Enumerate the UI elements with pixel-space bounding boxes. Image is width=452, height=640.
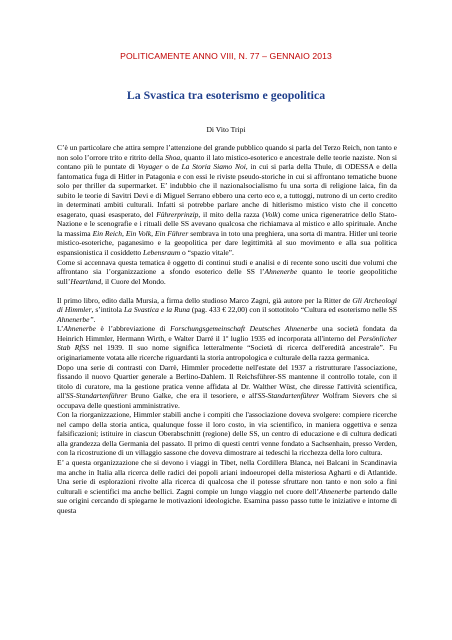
italic-text: Ahnenerbe xyxy=(63,324,96,334)
text-run: quanto le teorie geopolitiche sull’ xyxy=(57,267,397,286)
paragraph xyxy=(57,258,397,287)
italic-text: Ein Reich, Ein Volk, Ein Führer xyxy=(92,228,189,238)
paragraph xyxy=(57,324,397,362)
italic-text: Volk xyxy=(264,209,278,219)
paragraph xyxy=(57,143,397,258)
paragraph xyxy=(57,363,397,411)
text-run: , s’intitola xyxy=(91,305,124,315)
text-run: sembrava in toto una preghiera, una sorta di mantra. Hitler unì teorie mistico-esoteriche, paganesimo e la geopolitica per dare legittimità al suo movimento e alla sua politica espansionistica il cosiddetto xyxy=(57,228,397,258)
text-run: Il primo libro, edito dalla Mursia, a firma dello studioso Marco Zagni, già autore per la Ritter de xyxy=(57,295,353,305)
text-run: il Cuore del Mondo. xyxy=(103,276,166,286)
text-run: è l’abbreviazione di xyxy=(95,324,171,334)
text-run: L’ xyxy=(57,324,64,334)
italic-text: La Storia Siamo Noi xyxy=(181,162,246,172)
italic-text: Lebensraum xyxy=(143,248,181,258)
italic-text: Voyager xyxy=(137,162,163,172)
paragraph xyxy=(57,296,397,325)
italic-text: Heartland, xyxy=(70,276,104,286)
text-run: , in cui si parla della Thule, di ODESSA e della fantomatica fuga di Hitler in Patagonia e con essi le riviste pseudo-storiche in cui si affrontano tematiche buone solo per thriller da supermarket. E’ indubbio che il nazionalsocialismo fu una sorta di religione laica, fin da subito le teorie di Savitri Devi e di Miguel Serrano ebbero una certo eco e, a tuttoggi, nutrono di un certo credito in determinati ambiti culturali. Infatti si potrebbe parlare anche di hitlerismo mistico visto che il concetto esagerato, quasi esasperato, del xyxy=(57,162,397,219)
text-run: Wolfram Sievers che si occupava delle questioni amministrative. xyxy=(57,391,398,410)
text-run: Bruno Galke, che era il tesoriere, e all' xyxy=(127,391,258,401)
article-title: La Svastica tra esoterismo e geopolitica xyxy=(126,88,326,102)
italic-text: Ahnenerbe xyxy=(318,486,352,496)
paragraph xyxy=(57,410,397,458)
text-run: o de xyxy=(162,162,182,172)
text-run: , quanto il lato mistico-esoterico e ancestrale delle teorie naziste. Non si contano più le puntate di xyxy=(57,152,397,172)
journal-header: POLITICAMENTE ANNO VIII, N. 77 – GENNAIO 2013 xyxy=(120,51,332,61)
italic-text: Forschungsgemeinschaft Deutsches Ahnenerbe xyxy=(170,324,318,334)
italic-text: Ahnenerbe”. xyxy=(57,314,96,324)
author-byline: Di Vito Tripi xyxy=(206,125,246,134)
paragraph xyxy=(57,458,397,515)
text-run: una società fondata da Heinrich Himmler, Hermann Wirth, e Walter Darré il 1º luglio 1935 ed incorporata all'interno del xyxy=(57,324,397,343)
italic-text: Gli Archeologi di Himmler xyxy=(57,295,397,315)
italic-text: Führerprinzip xyxy=(156,209,199,219)
italic-text: Persönlicher Stab RfSS xyxy=(57,333,397,353)
text-run: partendo dalle sue origini cercando di spiegarne le motivazioni ideologiche. Esamina passo passo tutte le iniziative e intorne di questa xyxy=(57,486,397,515)
italic-text: Shoa xyxy=(165,152,181,162)
italic-text: SS-Standartenführer xyxy=(65,391,128,401)
text-run: Dopo una serie di contrasti con Darrè, Himmler procedette nell'estate del 1937 a ristrutturare l'associazione, fissando il nuovo Quartier generale a Berlino-Dahlem. Il Reichsführer-SS mantenne il controllo totale, con il titolo di curatore, ma la gestione pratica venne affidata al Dr. Walther Wüst, che diresse l'attività scientifica, all' xyxy=(57,362,397,401)
text-run: o “spazio vitale”. xyxy=(180,248,234,258)
italic-text: Ahnenerbe xyxy=(264,267,298,277)
text-run: Con la riorganizzazione, Himmler stabilì anche i compiti che l'associazione doveva svolgere: compiere ricerche nel campo della storia antica, qualunque fosse il loro costo, in via scientifico, in maniera oggettiva e senza falsificazioni; istituire in ciascun Oberabschnitt (regione) delle SS, un centro di educazione e di cultura dedicati alla grandezza della Germania del passato. Il primo di questi centri venne fondato a Sachsenhain, presso Verden, con la ricostruzione di un villaggio sassone che doveva dimostrare ai tedeschi la ricchezza della loro cultura. xyxy=(57,410,397,458)
text-run: , il mito della razza ( xyxy=(198,209,265,219)
text-run: ) come unica rigeneratrice dello Stato-Nazione e le scenografie e i rituali delle SS avevano qualcosa che richiamava al mistico e allo spirituale. Anche la massima xyxy=(57,209,398,238)
text-run: C’è un particolare che attira sempre l’attenzione del grande pubblico quando si parla del Terzo Reich, non tanto e non solo l’orrore trito e ritrito della xyxy=(57,143,397,162)
text-run: E’ a questa organizzazione che si devono i viaggi in Tibet, nella Cordillera Blanca, nei Balcani in Scandinavia ma anche in Italia alla ricerca delle radici dei popoli ariani indoeuropei della misteriosa Agharti e di Atlantide. Una serie di esplorazioni rivolte alla ricerca di qualcosa che il potesse sfruttare non tanto e non solo a fini culturali e scientifici ma anche bellici. Zagni compie un lungo viaggio nel cuore dell’ xyxy=(57,458,397,496)
article-body xyxy=(57,143,397,515)
italic-text: La Svastica e la Runa xyxy=(124,305,190,315)
text-run: (pag. 433 € 22,00) con il sottotitolo “Cultura ed esoterismo nelle SS xyxy=(189,305,397,315)
italic-text: SS-Standartenführer xyxy=(257,391,320,401)
text-run: Come si accennava questa tematica è oggetto di continui studi e analisi e di recente sono usciti due volumi che affrontano sia l’organizzazione a sfondo esoterico delle SS l’ xyxy=(57,257,397,277)
text-run: nel 1939. Il suo nome significa letteralmente “Società di ricerca dell'eredità ancestrale”. Fu originariamente votata alle ricerche riguardanti la storia antropologica e culturale della razza germanica. xyxy=(57,343,398,362)
